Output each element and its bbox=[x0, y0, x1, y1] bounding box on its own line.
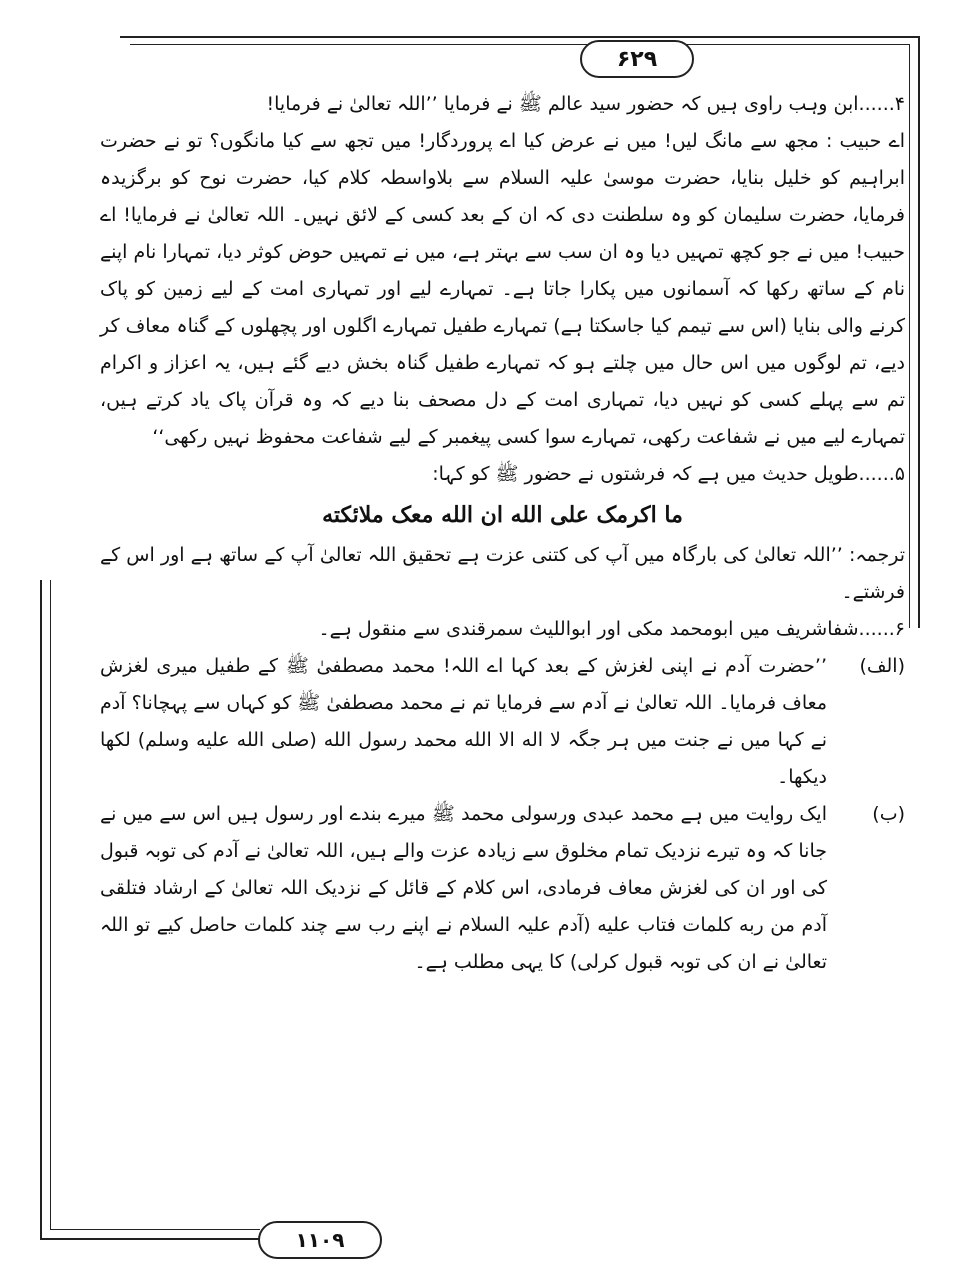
paragraph-4-intro: ۴......ابن وہب راوی ہیں کہ حضور سید عالم ﷺ نے فرمایا ’’اللہ تعالیٰ نے فرمایا! bbox=[266, 93, 905, 115]
page-content bbox=[100, 86, 905, 981]
item-be-marker: (ب) bbox=[872, 803, 905, 825]
top-page-number: ۶۲۹ bbox=[580, 40, 694, 78]
frame-top-line-inner bbox=[130, 44, 910, 45]
item-be bbox=[100, 796, 905, 981]
frame-left-line-inner bbox=[50, 580, 51, 1230]
paragraph-6-intro: ۶......شفاشریف میں ابومحمد مکی اور ابواللیث سمرقندی سے منقول ہے۔ bbox=[318, 618, 905, 640]
frame-bottom-line-outer bbox=[40, 1238, 260, 1240]
bottom-page-number: ۱۱۰۹ bbox=[258, 1221, 382, 1259]
item-alif-marker: (الف) bbox=[859, 655, 905, 677]
frame-right-line-outer bbox=[918, 36, 920, 628]
item-alif bbox=[100, 648, 905, 796]
frame-top-line-outer bbox=[120, 36, 920, 38]
frame-right-line-inner bbox=[909, 44, 910, 628]
item-be-text: ایک روایت میں ہے محمد عبدی ورسولی محمد ﷺ میرے بندے اور رسول ہیں اس سے میں نے جانا کہ وہ تیرے نزدیک تمام مخلوق سے زیادہ عزت والے ہیں، اللہ تعالیٰ نے آدم کی توبہ قبول کی اور ان کی لغزش معاف فرمادی، اس کلام کے قائل کے نزدیک اللہ تعالیٰ کے ارشاد فتلقی آدم من ربه کلمات فتاب علیه (آدم علیہ السلام نے اپنے رب سے چند کلمات حاصل کیے تو اللہ تعالیٰ نے ان کی توبہ قبول کرلی) کا یہی مطلب ہے۔ bbox=[100, 803, 827, 973]
item-alif-text: ’’حضرت آدم نے اپنی لغزش کے بعد کہا اے اللہ! محمد مصطفیٰ ﷺ کے طفیل میری لغزش معاف فرمایا۔ اللہ تعالیٰ نے آدم سے فرمایا تم نے محمد مصطفیٰ ﷺ کو کہاں سے پہچانا؟ آدم نے کہا میں نے جنت میں ہر جگہ لا اله الا الله محمد رسول الله (صلی الله علیه وسلم) لکھا دیکھا۔ bbox=[100, 655, 827, 788]
frame-bottom-line-inner bbox=[50, 1229, 260, 1230]
arabic-quote: ما اکرمک علی الله ان الله معک ملائکته bbox=[322, 502, 683, 528]
frame-left-line-outer bbox=[40, 580, 42, 1240]
paragraph-5-intro: ۵......طویل حدیث میں ہے کہ فرشتوں نے حضور ﷺ کو کہا: bbox=[432, 463, 905, 485]
paragraph-4-body: اے حبیب : مجھ سے مانگ لیں! میں نے عرض کیا اے پروردگار! میں تجھ سے کیا مانگوں؟ تو نے حضرت ابراہیم کو خلیل بنایا، حضرت موسیٰ علیہ السلام سے بلاواسطہ کلام کیا، حضرت نوح کو برگزیدہ فرمایا، حضرت سلیمان کو وہ سلطنت دی کہ ان کے بعد کسی کے لائق نہیں۔ اللہ تعالیٰ نے فرمایا! اے حبیب! میں نے جو کچھ تمہیں دیا وہ ان سب سے بہتر ہے، میں نے تمہیں حوض کوثر دیا، تمہارا نام اپنے نام کے ساتھ رکھا کہ آسمانوں میں پکارا جاتا ہے۔ تمہارے لیے اور تمہاری امت کے لیے زمین کو پاک کرنے والی بنایا (اس سے تیمم کیا جاسکتا ہے) تمہارے طفیل تمہارے اگلوں اور پچھلوں کے گناہ معاف کر دیے، تم لوگوں میں اس حال میں چلتے ہو کہ تمہارے طفیل گناہ بخش دیے گئے ہیں، یہ اعزاز و اکرام تم سے پہلے کسی کو نہیں دیا، تمہاری امت کے دل مصحف بنا دیے کہ وہ قرآن پاک یاد کرتے ہیں، تمہارے لیے میں نے شفاعت رکھی، تمہارے سوا کسی پیغمبر کے لیے شفاعت محفوظ نہیں رکھی‘‘ bbox=[100, 130, 905, 448]
translation: ترجمہ: ’’اللہ تعالیٰ کی بارگاہ میں آپ کی کتنی عزت ہے تحقیق اللہ تعالیٰ آپ کے ساتھ ہے اور اس کے فرشتے۔ bbox=[100, 544, 905, 603]
